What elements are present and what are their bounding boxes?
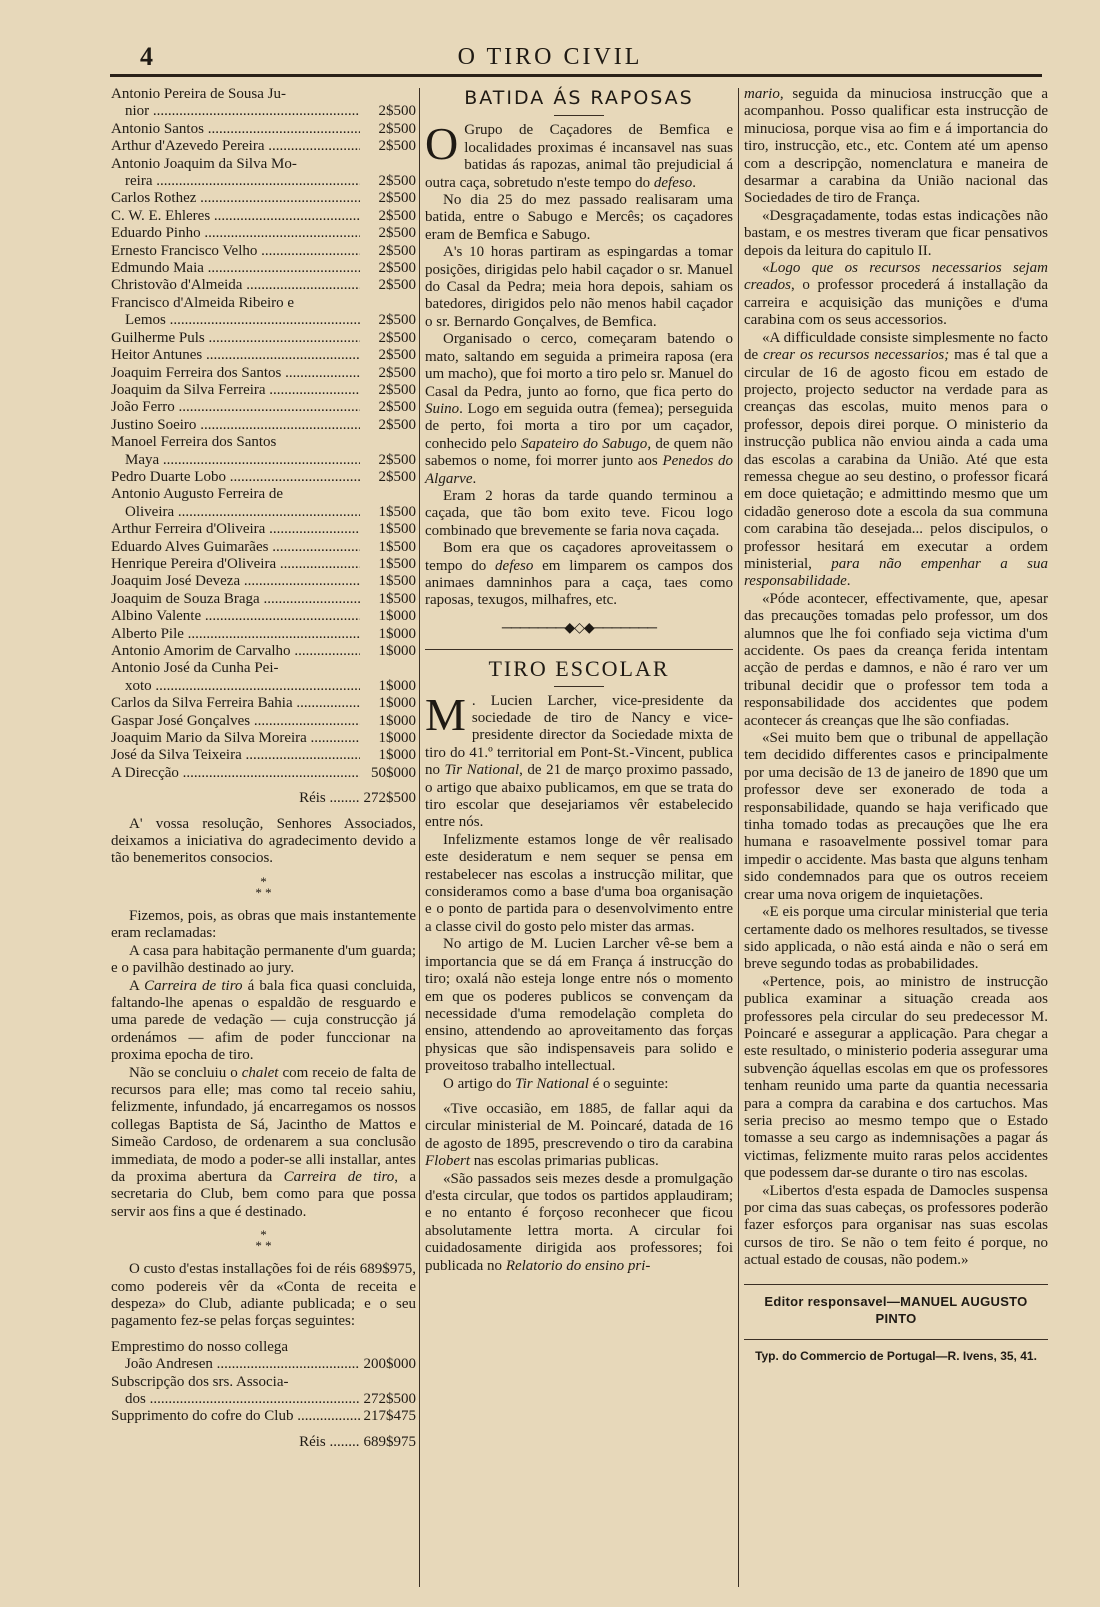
list-item xyxy=(111,695,416,712)
list-item xyxy=(111,277,416,294)
paragraph: A Carreira de tiro á bala fica quasi concluida, faltando-lhe apenas o espaldão de resguardo e uma parede de vedação — cuja construcção já ordenámos — afim de poder funccionar na proxima epocha de tiro. xyxy=(111,977,416,1064)
list-item xyxy=(111,103,416,120)
list-item xyxy=(111,121,416,138)
list-item-name-cont: João Andresen ..... xyxy=(125,1356,360,1373)
list-item-value: 1$000 xyxy=(378,643,416,659)
paragraph: O custo d'estas installações foi de réis 689$975, como podereis vêr da «Conta de receita e despeza» do Club, adiante publicada; e o seu pagamento fez-se pelas forças seguintes: xyxy=(111,1261,416,1330)
list-item-name: Subscripção dos srs. Associa- xyxy=(111,1373,289,1390)
list-item xyxy=(111,1408,416,1425)
paragraph: A casa para habitação permanente d'um guarda; e o pavilhão destinado ao jury. xyxy=(111,942,416,977)
list-item-value: 1$500 xyxy=(378,590,416,607)
list-item xyxy=(111,747,416,764)
list-item xyxy=(111,417,416,434)
list-item-value: 1$500 xyxy=(378,521,416,538)
list-item-name: Joaquim Mario da Silva Moreira ..... xyxy=(111,730,360,747)
funds-total-value: 689$975 xyxy=(363,1433,416,1450)
column-divider xyxy=(419,88,420,1587)
list-item-name: José da Silva Teixeira ..... xyxy=(111,747,360,764)
total-label: Réis ..... xyxy=(299,790,359,807)
paragraph: «Pertence, pois, ao ministro de instrucção publica examinar a situação creada aos professores pela circular do seu predecessor M. Poincaré e assegurar a applicação. Para chegar a este resultado, o ministerio poderia assegurar uma subvenção áquellas escolas em que os professores tenham reunido uma parte da quantia necessaria para a compra da carabina e dos cartuchos. Mas seria preciso ao mesmo tempo que o Estado tomasse a seu cargo as indemnisações a pagar ás victimas, felizmente muito raras pelos accidentes que podessem dar-se durante o tiro nas escolas. xyxy=(744,973,1048,1182)
dropcap: M xyxy=(425,688,466,740)
list-item-name: Alberto Pile ..... xyxy=(111,626,360,643)
list-item-name: Carlos Rothez ..... xyxy=(111,190,360,207)
paragraph: «Tive occasião, em 1885, de fallar aqui da circular ministerial de M. Poincaré, datada de 16 de agosto de 1895, prescrevendo o tiro da carabina Flobert nas escolas primarias publicas. xyxy=(425,1100,733,1170)
funds-list xyxy=(111,1339,416,1426)
list-item-name-cont: dos ..... xyxy=(125,1391,360,1408)
list-item xyxy=(111,591,416,608)
list-item-name: Manoel Ferreira dos Santos xyxy=(111,434,277,451)
paragraph: «Desgraçadamente, todas estas indicações não bastam, e os mestres tiveram que ficar pensativos depois da leitura do capitulo II. xyxy=(744,207,1048,259)
list-item xyxy=(111,382,416,399)
list-item-name: Antonio Augusto Ferreira de xyxy=(111,486,284,503)
list-item-name-cont: Lemos ..... xyxy=(125,312,360,329)
list-item-value: 2$500 xyxy=(378,103,416,120)
list-item-name: Joaquim Ferreira dos Santos ..... xyxy=(111,365,360,382)
paragraph: O artigo do Tir National é o seguinte: xyxy=(443,1075,669,1092)
paragraph: «E eis porque uma circular ministerial que teria certamente dado os melhores resultados, se tivesse sido applicada, o não está ainda e não o será em breve segundo todas as probabilidades. xyxy=(744,904,1048,973)
dropcap: O xyxy=(425,118,459,170)
list-item-name: Justino Soeiro ..... xyxy=(111,417,360,434)
paragraph: «A difficuldade consiste simplesmente no facto de crear os recursos necessarios; mas é tal que a circular de 16 de agosto ficou em estado de projecto, projecto seductor na verdade para as creanças das escolas, muito menos para o professor, depois direi porque. O ministerio da instrucção publica não enviou ainda a cada uma das escolas a carabina da União. Até que esta remessa chegue ao seu destino, o professor ficará em doce quietação; e admittindo mesmo que um cidadão generoso dote a escola da sua communa com carabina tão desejada... pelos discipulos, o professor hesitará em executar a ordem ministerial, para não empenhar a sua responsabilidade. xyxy=(744,329,1048,590)
paragraph: Bom era que os caçadores aproveitassem o tempo do defeso em limparem os campos dos animaes damninhos para a caça, taes como raposas, texugos, milhafres, etc. xyxy=(425,540,733,609)
paragraph: No dia 25 do mez passado realisaram uma batida, entre o Sabugo e Mercês; os caçadores eram de Bemfica e Sabugo. xyxy=(425,192,733,243)
list-item-value: 1$000 xyxy=(378,695,416,712)
list-item xyxy=(111,556,416,573)
list-item xyxy=(111,365,416,382)
list-item xyxy=(111,643,416,660)
list-item-name: Arthur d'Azevedo Pereira ..... xyxy=(111,138,360,155)
paragraph: Eram 2 horas da tarde quando terminou a caçada, que tão bom exito teve. Ficou logo combinado que brevemente se faria nova caçada. xyxy=(425,487,733,539)
list-item-name-cont: reira ..... xyxy=(125,173,360,190)
footer-printer: Typ. do Commercio de Portugal—R. Ivens, 35, 41. xyxy=(744,1339,1048,1365)
list-item-value: 1$000 xyxy=(378,608,416,625)
list-item-name: Eduardo Pinho ..... xyxy=(111,225,360,242)
list-item xyxy=(111,539,416,556)
list-item-value: 2$500 xyxy=(378,120,416,137)
list-item xyxy=(111,1391,416,1408)
list-item-value: 2$500 xyxy=(378,451,416,468)
list-item xyxy=(111,713,416,730)
list-item-value: 2$500 xyxy=(378,242,416,259)
list-item-value: 200$000 xyxy=(363,1356,416,1373)
list-item xyxy=(111,573,416,590)
title-rule xyxy=(554,686,604,687)
column-3 xyxy=(744,86,1048,1366)
list-item-name: Arthur Ferreira d'Oliveira ..... xyxy=(111,521,360,538)
list-item xyxy=(111,452,416,469)
title-rule xyxy=(554,115,604,116)
list-item-value: 1$000 xyxy=(378,625,416,642)
list-item-value: 1$000 xyxy=(378,712,416,729)
list-item-value: 272$500 xyxy=(363,1391,416,1408)
list-item-value: 1$000 xyxy=(378,730,416,747)
list-item-value: 217$475 xyxy=(363,1408,416,1425)
list-item-value: 50$000 xyxy=(371,764,416,781)
list-item xyxy=(111,225,416,242)
masthead-title: O TIRO CIVIL xyxy=(457,44,643,70)
list-item-name: Ernesto Francisco Velho ..... xyxy=(111,243,360,260)
paragraph: «Sei muito bem que o tribunal de appellação tem decidido differentes casos e principalmente por uma decisão de 13 de janeiro de 1890 que um professor deve ser exonerado de toda a responsabilidade, quando se haja verificado que tinha tomado todas as precauções que lhe era humana e rasoavelmente possivel tomar para impedir o accidente. Mas basta que alguns tenham sido condemnados para que os outros receiem crear uma nova origem de inquietações. xyxy=(744,730,1048,903)
asterism: * * * xyxy=(255,873,272,900)
paragraph: «Libertos d'esta espada de Damocles suspensa por cima das suas cabeças, os professores poderão fazer esforços para organisar nas suas escolas cursos de tiro. Se não o tem feito é porque, no actual estado de cousas, não podem.» xyxy=(744,1182,1048,1269)
list-item-name-cont: Maya ..... xyxy=(125,452,360,469)
list-item-value: 2$500 xyxy=(378,416,416,433)
list-item-name: Heitor Antunes ..... xyxy=(111,347,360,364)
list-item-value: 1$500 xyxy=(378,538,416,555)
paragraph: A's 10 horas partiram as espingardas a tomar posições, dirigidas pelo habil caçador o sr. Manuel do Casal da Pedra; meia hora depois, sahiam os batedores, dirigidos pelo não menos habil caçador o sr. Bernardo Gonçalves, de Bemfica. xyxy=(425,244,733,330)
paragraph: O Grupo de Caçadores de Bemfica e localidades proximas é incansavel nas suas batidas ás rapozas, animal tão prejudicial á outra caça, sobretudo n'este tempo do defeso. xyxy=(425,118,733,191)
list-item-value: 2$500 xyxy=(378,347,416,364)
list-item-value: 1$500 xyxy=(378,503,416,520)
list-item-value: 2$500 xyxy=(378,277,416,294)
list-item-name-cont: xoto ..... xyxy=(125,678,360,695)
list-item-name: Antonio Santos ..... xyxy=(111,121,360,138)
column-divider xyxy=(738,88,739,1587)
list-item xyxy=(111,347,416,364)
list-item xyxy=(111,730,416,747)
list-item xyxy=(111,521,416,538)
paragraph: No artigo de M. Lucien Larcher vê-se bem a importancia que se dá em França á instrucção do tiro; oxalá não esteja longe entre nós o momento em que os poderes publicos se convençam da necessidade d'uma remodelação completa do ensino, attendendo ao aproveitamento das forças physicas que são indispensaveis para solido e proveitoso trabalho intellectual. xyxy=(425,936,733,1075)
list-item-value: 2$500 xyxy=(378,381,416,398)
list-item xyxy=(111,190,416,207)
paragraph: mario, seguida da minuciosa instrucção que a acompanhou. Posso qualificar esta instrucção de minuciosa, porque visa ao fim e á importancia do tiro, instrucção, etc., etc. Contem até um apenso com a descripção, nomenclatura e maneira de desarmar a carabina da União nacional das Sociedades de tiro de França. xyxy=(744,86,1048,207)
total-value: 272$500 xyxy=(363,790,416,807)
column-2 xyxy=(425,86,733,1275)
funds-total xyxy=(111,1434,416,1451)
list-item-value: 1$500 xyxy=(378,555,416,572)
list-item-value: 2$500 xyxy=(378,207,416,224)
list-item xyxy=(111,608,416,625)
list-item-value: 1$500 xyxy=(378,573,416,590)
list-item-name: Carlos da Silva Ferreira Bahia ..... xyxy=(111,695,360,712)
list-item xyxy=(111,765,416,782)
list-item-name: Antonio Pereira de Sousa Ju- xyxy=(111,86,286,102)
paragraph: Não se concluiu o chalet com receio de falta de recursos para elle; mas como tal receio sahiu, felizmente, infundado, já encarregamos os nossos collegas Baptista de Sá, Jacintho de Mattos e Simeão Cardoso, de ordenarem a sua conclusão immediata, de modo a poder-se alli installar, antes da proxima abertura da Carreira de tiro, a secretaria do Club, bem como para que possa servir aos fins a que é destinado. xyxy=(111,1064,416,1220)
list-item-name: Guilherme Puls ..... xyxy=(111,330,360,347)
list-item-name: Antonio Joaquim da Silva Mo- xyxy=(111,155,297,172)
list-item-name: Emprestimo do nosso collega xyxy=(111,1338,289,1355)
list-item-name: Eduardo Alves Guimarães ..... xyxy=(111,539,360,556)
list-item xyxy=(111,399,416,416)
list-item-name: Antonio Amorim de Carvalho ..... xyxy=(111,643,360,660)
list-item xyxy=(111,138,416,155)
list-item-name: Antonio José da Cunha Pei- xyxy=(111,660,279,677)
page-number: 4 xyxy=(140,42,153,71)
paragraph: «São passados seis mezes desde a promulgação d'esta circular, que todos os partidos applaudiram; e no entanto é forçoso reconhecer que ficou absolutamente lettra morta. A circular foi cuidadosamente dirigida aos professores; foi publicada no Relatorio do ensino pri- xyxy=(425,1170,733,1274)
list-item-value: 1$000 xyxy=(378,747,416,764)
asterism: * * * xyxy=(255,1227,272,1254)
list-item-value: 2$500 xyxy=(378,225,416,242)
list-item xyxy=(111,678,416,695)
list-item xyxy=(111,260,416,277)
list-item-value: 2$500 xyxy=(378,312,416,329)
list-item-name: Francisco d'Almeida Ribeiro e xyxy=(111,294,295,311)
paragraph: Organisado o cerco, começaram batendo o mato, saltando em seguida a primeira raposa (era um macho), que foi morto a tiro pelo sr. Manuel do Casal da Pedra, junto ao forno, que fica perto do Suino. Logo em seguida outra (femea); perseguida de perto, foi morta a tiro por um caçador, conhecido pelo Sapateiro do Sabugo, de quem não sabemos o nome, foi morrer junto aos Penedos do Algarve. xyxy=(425,331,733,487)
ornament-divider: ───────◆◇◆─────── xyxy=(501,620,657,636)
list-item-name: Supprimento do cofre do Club ..... xyxy=(111,1408,360,1425)
footer-editor: Editor responsavel—MANUEL AUGUSTO PINTO xyxy=(744,1284,1048,1328)
list-item-value: 2$500 xyxy=(378,138,416,155)
list-item-name-cont: Oliveira ..... xyxy=(125,504,360,521)
list-item xyxy=(111,173,416,190)
paragraph: A' vossa resolução, Senhores Associados, deixamos a iniciativa do agradecimento devido a tão benemeritos consocios. xyxy=(111,815,416,867)
list-item-name: Christovão d'Almeida ..... xyxy=(111,277,360,294)
list-item xyxy=(111,469,416,486)
list-item xyxy=(111,208,416,225)
list-item-name: A Direcção ..... xyxy=(111,765,360,782)
subscriber-total xyxy=(111,790,416,807)
list-item xyxy=(111,330,416,347)
paragraph: Fizemos, pois, as obras que mais instantemente eram reclamadas: xyxy=(111,907,416,942)
list-item-name: Joaquim de Souza Braga ..... xyxy=(111,591,360,608)
list-item-value: 2$500 xyxy=(378,468,416,485)
subscriber-list xyxy=(111,86,416,782)
list-item-name: Pedro Duarte Lobo ..... xyxy=(111,469,360,486)
list-item xyxy=(111,312,416,329)
paragraph: M . Lucien Larcher, vice-presidente da sociedade de tiro de Nancy e vice-presidente director da Sociedade mixta de tiro do 41.º territorial em Pont-St.-Vincent, publica no Tir National, de 21 de março proximo passado, o artigo que abaixo publicamos, em que se trata do tiro escolar que desejariamos vêr estabelecido entre nós. xyxy=(425,688,733,831)
list-item-name: Albino Valente ..... xyxy=(111,608,360,625)
list-item xyxy=(111,626,416,643)
funds-total-label: Réis ..... xyxy=(299,1434,359,1451)
section-rule xyxy=(425,649,733,650)
list-item-value: 2$500 xyxy=(378,260,416,277)
list-item-name: C. W. E. Ehleres ..... xyxy=(111,208,360,225)
list-item xyxy=(111,1356,416,1373)
list-item-name: Edmundo Maia ..... xyxy=(111,260,360,277)
article-title-batida: BATIDA ÁS RAPOSAS xyxy=(464,87,694,109)
list-item-name: Gaspar José Gonçalves ..... xyxy=(111,713,360,730)
list-item-name: Joaquim José Deveza ..... xyxy=(111,573,360,590)
header-rule xyxy=(110,74,1042,77)
list-item-name-cont: nior ..... xyxy=(125,103,360,120)
list-item xyxy=(111,243,416,260)
list-item-value: 2$500 xyxy=(378,399,416,416)
list-item-name: João Ferro ..... xyxy=(111,399,360,416)
column-1 xyxy=(111,86,416,1451)
list-item-value: 2$500 xyxy=(378,364,416,381)
list-item-value: 2$500 xyxy=(378,173,416,190)
list-item-value: 2$500 xyxy=(378,190,416,207)
list-item-value: 1$000 xyxy=(378,677,416,694)
list-item-name: Joaquim da Silva Ferreira ..... xyxy=(111,382,360,399)
paragraph: «Logo que os recursos necessarios sejam creados, o professor procederá á installação da carreira e acquisição das munições e d'uma carabina com os seus accessorios. xyxy=(744,260,1048,329)
list-item-name: Henrique Pereira d'Oliveira ..... xyxy=(111,556,360,573)
article-title-tiro-escolar: TIRO ESCOLAR xyxy=(488,656,670,682)
paragraph: «Póde acontecer, effectivamente, que, apesar das precauções tomadas pelo professor, um dos alumnos que lhe foi confiado seja victima d'um accidente. Os paes da creança ferida intentam acção de perdas e damnos, e não é raro ver um tribunal decidir que o professor tem toda a responsabilidade dos accidentes que podem acontecer ás creanças que lhe são confiadas. xyxy=(744,590,1048,729)
list-item xyxy=(111,504,416,521)
list-item-value: 2$500 xyxy=(378,329,416,346)
paragraph: Infelizmente estamos longe de vêr realisado este desideratum e nem sequer se pensa em restabelecer nas escolas a instrucção militar, que consideramos como a base d'uma boa organisação e o ponto de partida para o desenvolvimento entre a classe civil do gosto pelo mister das armas. xyxy=(425,831,733,935)
